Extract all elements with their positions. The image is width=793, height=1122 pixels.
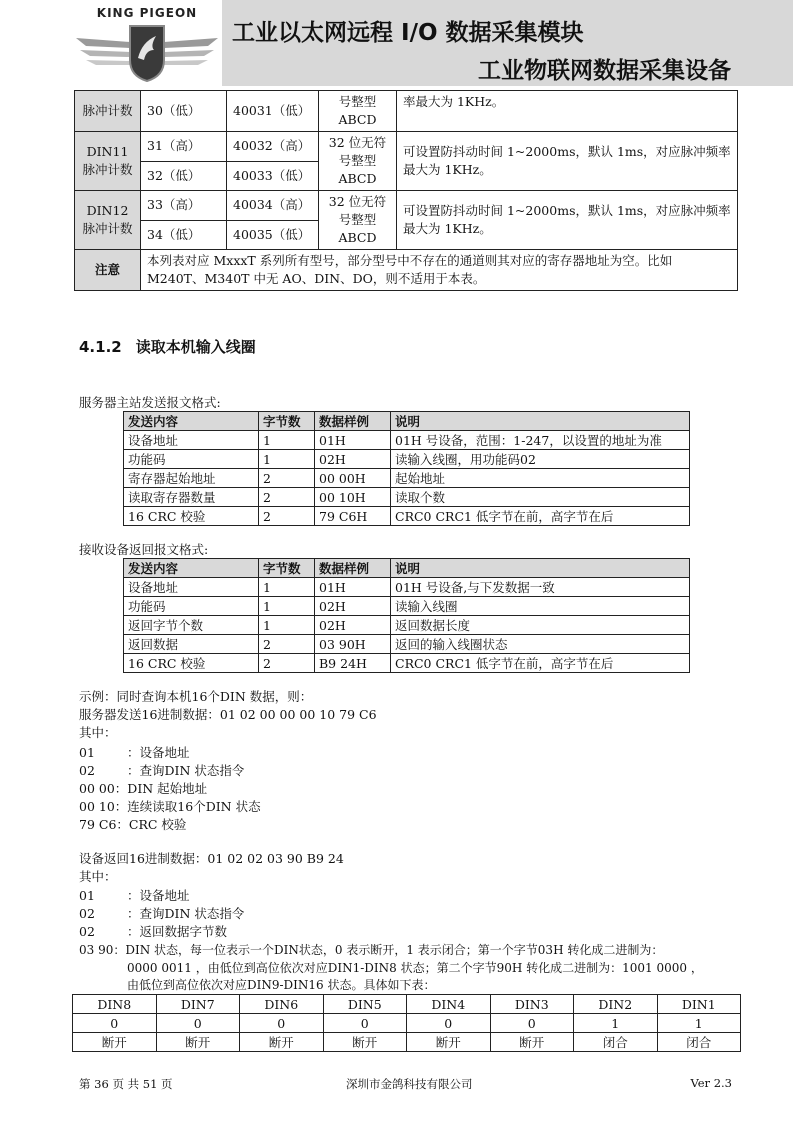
field-value: ：设备地址 (127, 888, 190, 903)
table-header-row (124, 559, 690, 578)
cell: 1 (259, 450, 315, 469)
cell: 02H (315, 450, 391, 469)
cell: 79 C6H (315, 507, 391, 526)
field-key: 01 (79, 745, 95, 760)
brand-logo (72, 6, 222, 82)
column-header: 数据样例 (315, 559, 391, 578)
modbus-address: 31（高） (141, 132, 227, 162)
table-row (124, 578, 690, 597)
table-row (75, 250, 738, 291)
din-name: DIN5 (323, 995, 407, 1014)
column-header: 说明 (391, 412, 690, 431)
list-item (79, 887, 190, 905)
send-format-table (123, 411, 690, 526)
field-key: 01 (79, 888, 95, 903)
cell: 2 (259, 654, 315, 673)
register-address: 40031（低） (227, 91, 319, 132)
cell: 01H (315, 578, 391, 597)
din-state: 断开 (156, 1033, 240, 1052)
status-explanation-line: 由低位到高位依次对应DIN9-DIN16 状态。具体如下表： (127, 978, 436, 992)
cell: 01H (315, 431, 391, 450)
din-state: 断开 (407, 1033, 491, 1052)
cell: 16 CRC 校验 (124, 507, 259, 526)
field-key: 02 (79, 763, 95, 778)
field-value: ：查询DIN 状态指令 (127, 906, 245, 921)
cell: 1 (259, 578, 315, 597)
page-header (0, 0, 793, 86)
table-row (124, 507, 690, 526)
cell: 设备地址 (124, 578, 259, 597)
list-item (79, 798, 261, 816)
section-heading (79, 336, 256, 357)
cell: 16 CRC 校验 (124, 654, 259, 673)
din-state: 断开 (240, 1033, 324, 1052)
recv-format-table (123, 558, 690, 673)
list-item (79, 744, 190, 762)
cell: 寄存器起始地址 (124, 469, 259, 488)
din-name: DIN4 (407, 995, 491, 1014)
cell: 读取寄存器数量 (124, 488, 259, 507)
table-row (124, 635, 690, 654)
din-name: DIN1 (657, 995, 741, 1014)
din-state: 断开 (73, 1033, 157, 1052)
list-item (79, 905, 244, 923)
pigeon-logo-icon (72, 20, 222, 82)
bit-value: 0 (323, 1014, 407, 1033)
din-name: DIN2 (574, 995, 658, 1014)
cell: 功能码 (124, 450, 259, 469)
din-state: 闭合 (574, 1033, 658, 1052)
bit-value: 1 (657, 1014, 741, 1033)
field-value: ：设备地址 (127, 745, 190, 760)
field-value: ：DIN 状态，每一位表示一个DIN状态，0 表示断开，1 表示闭合；第一个字节03H 转化成二进制为： (113, 943, 664, 957)
table-row (124, 597, 690, 616)
bit-value: 0 (407, 1014, 491, 1033)
field-value: ：查询DIN 状态指令 (127, 763, 245, 778)
table-row (75, 91, 738, 132)
list-item (79, 762, 244, 780)
cell: 设备地址 (124, 431, 259, 450)
table-row (124, 469, 690, 488)
field-value: ：返回数据字节数 (127, 924, 228, 939)
modbus-address: 32（低） (141, 161, 227, 191)
cell: 02H (315, 616, 391, 635)
description: 可设置防抖动时间 1~2000ms，默认 1ms，对应脉冲频率最大为 1KHz。 (397, 132, 738, 191)
register-address: 40033（低） (227, 161, 319, 191)
field-key: 02 (79, 906, 95, 921)
din-name: DIN3 (490, 995, 574, 1014)
cell: 00 10H (315, 488, 391, 507)
cell: 返回数据 (124, 635, 259, 654)
cell: 02H (315, 597, 391, 616)
cell: 01H 号设备，范围：1-247，以设置的地址为准 (391, 431, 690, 450)
field-value: ：DIN 起始地址 (114, 781, 208, 796)
din-status-table (72, 994, 741, 1052)
bit-value: 0 (240, 1014, 324, 1033)
modbus-address: 30（低） (141, 91, 227, 132)
din-name: DIN8 (73, 995, 157, 1014)
channel-label: DIN11 脉冲计数 (75, 132, 141, 191)
document-subtitle: 工业物联网数据采集设备 (478, 58, 731, 84)
data-type: 32 位无符号整型 ABCD (319, 132, 397, 191)
modbus-address: 33（高） (141, 191, 227, 221)
list-item (79, 923, 227, 941)
cell: 2 (259, 488, 315, 507)
page-number: 第 36 页 共 51 页 (79, 1077, 173, 1091)
field-key: 02 (79, 924, 95, 939)
table-row (75, 132, 738, 162)
register-address: 40032（高） (227, 132, 319, 162)
description: 可设置防抖动时间 1~2000ms，默认 1ms，对应脉冲频率最大为 1KHz。 (397, 191, 738, 250)
section-title: 读取本机输入线圈 (135, 338, 256, 356)
register-table (74, 90, 738, 291)
cell: 1 (259, 616, 315, 635)
field-key: 00 00 (79, 781, 115, 796)
cell: 1 (259, 597, 315, 616)
list-item (79, 941, 663, 959)
version: Ver 2.3 (690, 1076, 732, 1090)
bit-value: 0 (156, 1014, 240, 1033)
table-row (73, 995, 741, 1014)
table-row (124, 431, 690, 450)
cell: CRC0 CRC1 低字节在前，高字节在后 (391, 507, 690, 526)
cell: 2 (259, 635, 315, 654)
field-key: 79 C6 (79, 817, 117, 832)
cell: 返回的输入线圈状态 (391, 635, 690, 654)
cell: 00 00H (315, 469, 391, 488)
company-name: 深圳市金鸽科技有限公司 (346, 1077, 473, 1091)
channel-label: DIN12 脉冲计数 (75, 191, 141, 250)
data-type: 32 位无符号整型 ABCD (319, 191, 397, 250)
status-explanation-line: 0000 0011 ，由低位到高位依次对应DIN1-DIN8 状态；第二个字节90H 转化成二进制为：1001 0000 ， (127, 961, 703, 975)
data-type: 号整型 ABCD (319, 91, 397, 132)
table-row (124, 450, 690, 469)
cell: 功能码 (124, 597, 259, 616)
example-among: 其中： (79, 869, 117, 884)
cell: 返回字节个数 (124, 616, 259, 635)
field-value: ：CRC 校验 (116, 817, 187, 832)
example-send-hex: 服务器发送16进制数据：01 02 00 00 00 10 79 C6 (79, 707, 377, 722)
cell: CRC0 CRC1 低字节在前，高字节在后 (391, 654, 690, 673)
note-label: 注意 (75, 250, 141, 291)
recv-caption: 接收设备返回报文格式: (79, 542, 209, 557)
modbus-address: 34（低） (141, 220, 227, 250)
din-state: 闭合 (657, 1033, 741, 1052)
column-header: 说明 (391, 559, 690, 578)
cell: 返回数据长度 (391, 616, 690, 635)
cell: 2 (259, 507, 315, 526)
column-header: 字节数 (259, 559, 315, 578)
description: 率最大为 1KHz。 (397, 91, 738, 132)
note-text: 本列表对应 MxxxT 系列所有型号，部分型号中不存在的通道则其对应的寄存器地址为空。比如 M240T、M340T 中无 AO、DIN、DO，则不适用于本表。 (141, 250, 738, 291)
cell: 01H 号设备,与下发数据一致 (391, 578, 690, 597)
cell: 读取个数 (391, 488, 690, 507)
cell: 读输入线圈，用功能码02 (391, 450, 690, 469)
column-header: 数据样例 (315, 412, 391, 431)
channel-label: 脉冲计数 (75, 91, 141, 132)
field-key: 00 10 (79, 799, 115, 814)
cell: 2 (259, 469, 315, 488)
table-row (124, 488, 690, 507)
example-recv-hex: 设备返回16进制数据：01 02 02 03 90 B9 24 (79, 851, 344, 866)
table-row (124, 616, 690, 635)
cell: 读输入线圈 (391, 597, 690, 616)
cell: B9 24H (315, 654, 391, 673)
column-header: 发送内容 (124, 412, 259, 431)
cell: 起始地址 (391, 469, 690, 488)
field-key: 03 90 (79, 943, 114, 957)
brand-name: KING PIGEON (96, 6, 198, 20)
din-state: 断开 (323, 1033, 407, 1052)
register-address: 40035（低） (227, 220, 319, 250)
table-row (73, 1014, 741, 1033)
list-item (79, 780, 207, 798)
send-caption: 服务器主站发送报文格式: (79, 395, 221, 410)
din-name: DIN7 (156, 995, 240, 1014)
cell: 03 90H (315, 635, 391, 654)
cell: 1 (259, 431, 315, 450)
table-row (73, 1033, 741, 1052)
din-name: DIN6 (240, 995, 324, 1014)
bit-value: 1 (574, 1014, 658, 1033)
column-header: 字节数 (259, 412, 315, 431)
example-intro: 示例：同时查询本机16个DIN 数据，则： (79, 689, 313, 704)
example-among: 其中： (79, 725, 117, 740)
list-item (79, 816, 186, 834)
din-state: 断开 (490, 1033, 574, 1052)
register-address: 40034（高） (227, 191, 319, 221)
section-number: 4.1.2 (79, 338, 122, 356)
column-header: 发送内容 (124, 559, 259, 578)
table-header-row (124, 412, 690, 431)
bit-value: 0 (490, 1014, 574, 1033)
table-row (75, 191, 738, 221)
bit-value: 0 (73, 1014, 157, 1033)
table-row (124, 654, 690, 673)
document-title: 工业以太网远程 I/O 数据采集模块 (232, 20, 584, 46)
field-value: ：连续读取16个DIN 状态 (114, 799, 261, 814)
